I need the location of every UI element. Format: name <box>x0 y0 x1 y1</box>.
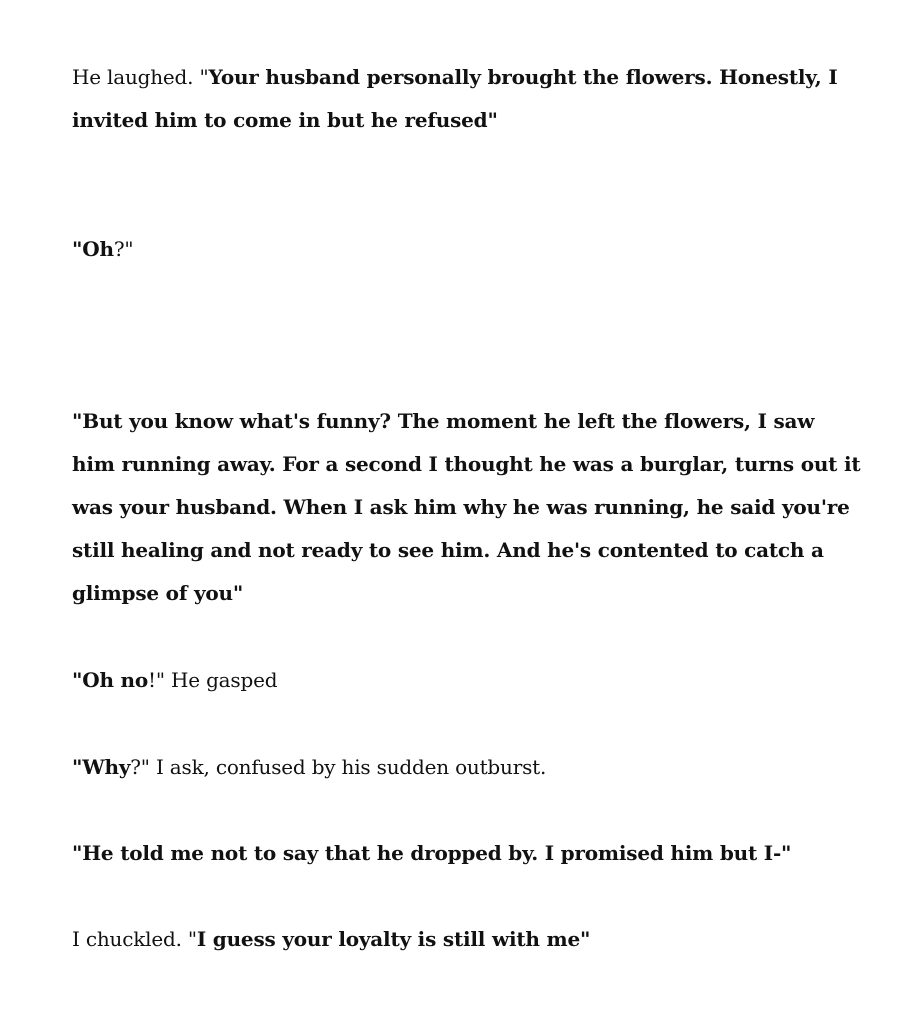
paragraph-5 <box>72 746 862 789</box>
paragraph-7-lead: I chuckled. " <box>72 927 197 951</box>
paragraph-3 <box>72 400 862 615</box>
paragraph-2-tail: ?" <box>113 237 134 261</box>
paragraph-7 <box>72 918 862 961</box>
paragraph-1-tail: " <box>487 108 498 132</box>
paragraph-3-tail: " <box>232 581 244 605</box>
paragraph-5-lead: " <box>72 755 83 779</box>
paragraph-4 <box>72 659 862 702</box>
paragraph-6 <box>72 832 862 875</box>
paragraph-7-tail: " <box>580 927 591 951</box>
paragraph-6-lead: " <box>72 841 83 865</box>
paragraph-2-lead: " <box>72 237 83 261</box>
paragraph-5-dialogue: Why <box>82 755 131 779</box>
paragraph-2-dialogue: Oh <box>82 237 114 261</box>
paragraph-3-lead: " <box>72 409 83 433</box>
paragraph-1 <box>72 56 862 142</box>
paragraph-6-tail: " <box>781 841 792 865</box>
paragraph-4-lead: " <box>72 668 83 692</box>
paragraph-5-tail: ?" I ask, confused by his sudden outburst. <box>130 755 547 779</box>
paragraph-1-dialogue: Your husband personally brought the flowers. Honestly, I invited him to come in but he refused <box>72 65 838 132</box>
paragraph-6-dialogue: He told me not to say that he dropped by. I promised him but I- <box>82 841 782 865</box>
paragraph-2 <box>72 228 862 271</box>
paragraph-4-dialogue: Oh no <box>82 668 149 692</box>
paragraph-4-tail: !" He gasped <box>148 668 278 692</box>
paragraph-7-dialogue: I guess your loyalty is still with me <box>196 927 580 951</box>
paragraph-1-lead: He laughed. " <box>72 65 209 89</box>
paragraph-3-dialogue: But you know what's funny? The moment he left the flowers, I saw him running away. For a second I thought he was a burglar, turns out it was your husband. When I ask him why he was running, he said you're still healing and not ready to see him. And he's contented to catch a glimpse of you <box>72 409 861 605</box>
